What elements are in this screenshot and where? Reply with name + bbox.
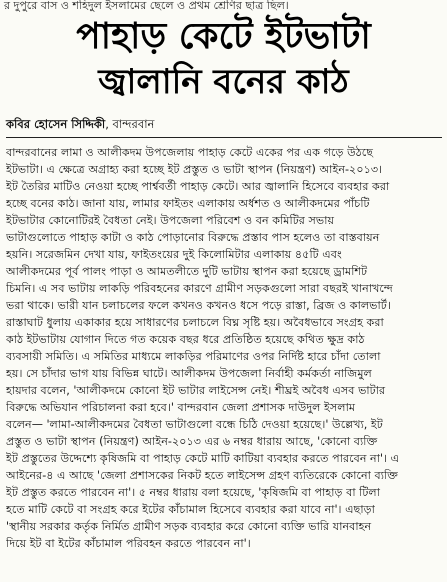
article-line: চিমনি। এ সব ভাটায় লাকড়ি পরিবহনের কারণে গ্রামীণ সড়কগুলো সারা বছরই খানাখন্দে: [6, 282, 393, 295]
headline-line-2: জ্বালানি বনের কাঠ: [98, 62, 349, 102]
article-body: [6, 144, 442, 582]
article-line: আলীকদমের পূর্ব পালং পাড়া ও আমতলীতে দুটি ভাটায় স্থাপন করা হয়েছে ড্রামশিট: [6, 265, 368, 278]
article-line: হায়দার বলেন, 'আলীকদমে কোনো ইট ভাটার লাইসেন্স নেই। শীঘ্রই অবৈধ এসব ভাটার: [6, 384, 386, 397]
article-line: বিরুদ্ধে অভিযান পরিচালনা করা হবে।' বান্দরবান জেলা প্রশাসক দাউদুল ইসলাম: [6, 401, 356, 414]
article-line: বলেন— 'লামা-আলীকদমের বৈধতা ভাটাগুলো বন্ধে চিঠি দেওয়া হয়েছে।' উল্লেখ্য, ইট: [6, 418, 383, 431]
article-line: ইট প্রস্তুতের উদ্দেশ্যে কৃষিজমি বা পাহাড় কেটে মাটি কাটিয়া ব্যবহার করতে পারবেন না'। এ: [6, 452, 400, 465]
byline-divider: [6, 137, 442, 138]
article-line: 'স্থানীয় সরকার কর্তৃক নির্মিত গ্রামীণ সড়ক ব্যবহার করে কোনো ব্যক্তি ভারি যানবাহন: [6, 520, 372, 533]
article-line: প্রস্তুত ও ভাটা স্থাপন (নিয়ন্ত্রণ) আইন-২০১৩ এর ৬ নম্বর ধারায় আছে, 'কোনো ব্যক্তি: [6, 435, 378, 448]
article-line: ইটভাটা। এ ক্ষেত্রে অগ্রাহ্য করা হচ্ছে ইট প্রস্তুত ও ভাটা স্থাপন (নিয়ন্ত্রণ) আইন-২০১৩।: [6, 163, 383, 176]
article-line: হচ্ছে বনের কাঠ। জানা যায়, লামার ফাইতং এলাকায় অর্ধশত ও আলীকদমের পাঁচটি: [6, 197, 370, 210]
article-line: ভাটাগুলোতে পাহাড় কাটা ও কাঠ পোড়ানোর বিরুদ্ধে প্রস্তাব পাস হলেও তা বাস্তবায়ন: [6, 231, 380, 244]
article-line: ইট প্রস্তুত করতে পারবেন না'। ৫ নম্বর ধারায় বলা হয়েছে, 'কৃষিজমি বা পাহাড় বা টিলা: [6, 486, 380, 499]
article-line: হয়। সে চাঁদার ভাগ যায় বিভিন্ন ঘাটে। আলীকদম উপজেলা নির্বাহী কর্মকর্তা নাজিমুল: [6, 367, 372, 380]
article-line: আইনের-৪ এ আছে 'জেলা প্রশাসকের নিকট হতে লাইসেন্স গ্রহণ ব্যতিরেকে কোনো ব্যক্তি: [6, 469, 399, 482]
article-line: দিয়ে ইট বা ইটের কাঁচামাল পরিবহন করতে পারবেন না'।: [6, 537, 251, 550]
article-line: হতে মাটি কেটে বা সংগ্রহ করে ইটের কাঁচামাল হিসেবে ব্যবহার করা যাবে না'। এছাড়া: [6, 503, 375, 516]
article-line: হয়নি। সরেজমিন দেখা যায়, ফাইতংয়ের দুই কিলোমিটার এলাকায় ৪৫টি এবং: [6, 248, 342, 261]
article-line: ইটভাটার কোনোটিরই বৈধতা নেই। উপজেলা পরিবেশ ও বন কমিটির সভায়: [6, 214, 335, 227]
article-line: রাস্তাঘাট ধুলায় একাকার হয়ে সাধারণের চলাচলে বিঘ্ন সৃষ্টি হয়। অবৈধভাবে সংগ্রহ করা: [6, 316, 384, 329]
article-line: কাঠ ইটভাটায় যোগান দিতে গত কয়েক বছর ধরে প্রতিষ্ঠিত হয়েছে কথিত ক্ষুদ্র কাঠ: [6, 333, 365, 346]
byline-location: , বান্দরবান: [105, 117, 155, 131]
article-line: ইট তৈরির মাটিও নেওয়া হচ্ছে পার্শ্ববর্তী পাহাড় কেটে। আর জ্বালানি হিসেবে ব্যবহার করা: [6, 180, 390, 193]
article-line: ভরা থাকে। ভারী যান চলাচলের ফলে কখনও কখনও ধসে পড়ে রাস্তা, ব্রিজ ও কালভার্ট।: [6, 299, 391, 312]
article-line: বান্দরবানের লামা ও আলীকদম উপজেলায় পাহাড় কেটে একের পর এক গড়ে উঠছে: [6, 146, 374, 159]
previous-article-fragment: র দুপুরে বাস ও শহিদুল ইসলামের ছেলে ও প্রথম শ্রেণির ছাত্র ছিল।: [4, 0, 289, 12]
byline-author: কবির হোসেন সিদ্দিকী: [6, 117, 106, 131]
byline: [6, 116, 442, 132]
headline-line-1: পাহাড় কেটে ইটভাটা: [76, 16, 371, 57]
article-line: ব্যবসায়ী সমিতি। এ সমিতির মাধ্যমে লাকড়ির পরিমাণের ওপর নির্দিষ্ট হারে চাঁদা তোলা: [6, 350, 381, 363]
headline: [0, 14, 447, 104]
